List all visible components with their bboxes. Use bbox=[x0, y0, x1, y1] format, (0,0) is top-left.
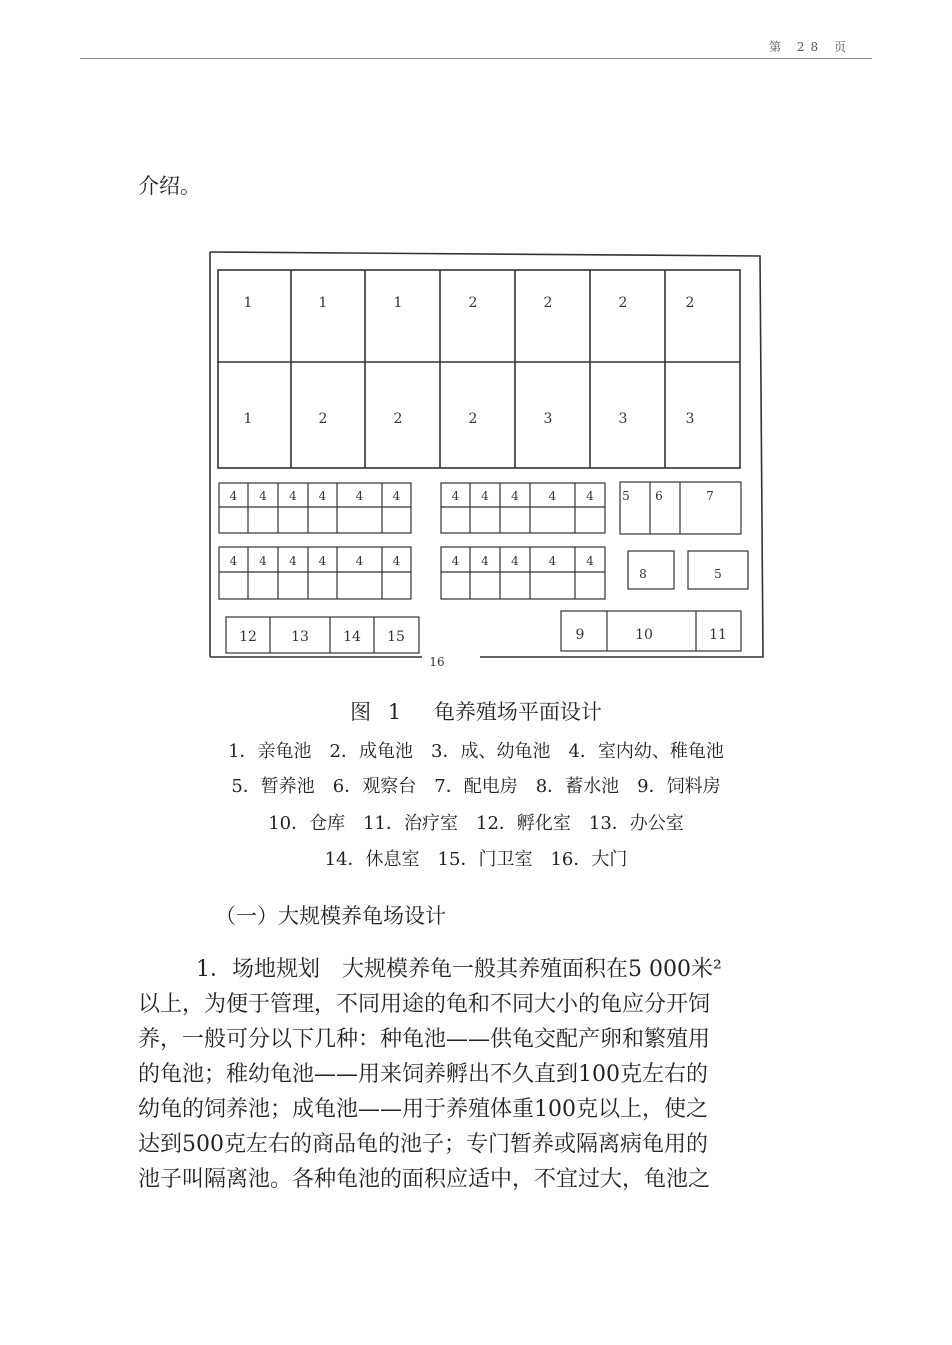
indoor-block-b-top bbox=[441, 483, 605, 533]
caption-title: 龟养殖场平面设计 bbox=[433, 700, 602, 724]
caption-number: 1 bbox=[387, 700, 402, 724]
indoor-pond-label: 4 bbox=[392, 554, 401, 568]
pond-label: 2 bbox=[393, 411, 403, 427]
pond-label: 1 bbox=[243, 411, 253, 427]
indoor-pond-label: 4 bbox=[586, 489, 594, 503]
room-label: 11 bbox=[709, 627, 727, 643]
legend-line: 14．休息室 15．门卫室 16．大门 bbox=[324, 849, 628, 870]
pond-label: 1 bbox=[393, 295, 403, 311]
room-label: 8 bbox=[639, 567, 647, 581]
indoor-pond-label: 4 bbox=[511, 554, 519, 568]
indoor-pond-label: 4 bbox=[548, 554, 557, 568]
gate-label: 16 bbox=[429, 655, 445, 669]
paragraph-line: 达到500克左右的商品龟的池子；专门暂养或隔离病龟用的 bbox=[138, 1132, 708, 1157]
room-label: 5 bbox=[622, 489, 630, 503]
pond-label: 2 bbox=[543, 295, 553, 311]
pond-label: 2 bbox=[318, 411, 328, 427]
pond-label: 2 bbox=[468, 295, 478, 311]
indoor-pond-label: 4 bbox=[259, 554, 267, 568]
paragraph-line: 以上，为便于管理，不同用途的龟和不同大小的龟应分开饲 bbox=[138, 992, 711, 1017]
indoor-pond-label: 4 bbox=[481, 554, 489, 568]
room-label: 13 bbox=[291, 629, 309, 645]
caption-prefix: 图 bbox=[350, 700, 372, 724]
indoor-pond-label: 4 bbox=[318, 554, 327, 568]
figure-caption bbox=[0, 696, 952, 726]
room-label: 10 bbox=[635, 627, 653, 643]
indoor-pond-label: 4 bbox=[392, 489, 401, 503]
pond-label: 3 bbox=[618, 411, 628, 427]
indoor-pond-label: 4 bbox=[451, 489, 460, 503]
pond-label: 1 bbox=[243, 295, 253, 311]
indoor-pond-label: 4 bbox=[289, 554, 297, 568]
legend-line: 10．仓库 11．治疗室 12．孵化室 13．办公室 bbox=[268, 813, 684, 834]
indoor-pond-label: 4 bbox=[586, 554, 594, 568]
pond-label: 3 bbox=[685, 411, 695, 427]
site-boundary bbox=[210, 252, 763, 657]
legend-line: 1．亲龟池 2．成龟池 3．成、幼龟池 4．室内幼、稚龟池 bbox=[228, 741, 724, 762]
paragraph-line: 幼龟的饲养池；成龟池——用于养殖体重100克以上，使之 bbox=[138, 1097, 708, 1122]
room-label: 12 bbox=[239, 629, 257, 645]
pond-grid bbox=[218, 270, 740, 468]
indoor-pond-label: 4 bbox=[229, 554, 238, 568]
indoor-pond-label: 4 bbox=[451, 554, 460, 568]
intro-text: 介绍。 bbox=[138, 174, 201, 198]
paragraph-line: 池子叫隔离池。各种龟池的面积应适中，不宜过大，龟池之 bbox=[138, 1167, 711, 1192]
pond-label: 2 bbox=[618, 295, 628, 311]
indoor-pond-label: 4 bbox=[548, 489, 557, 503]
indoor-pond-label: 4 bbox=[259, 489, 267, 503]
pond-label: 1 bbox=[318, 295, 328, 311]
room-label: 5 bbox=[714, 567, 722, 581]
indoor-pond-label: 4 bbox=[289, 489, 297, 503]
section-subheading: （一）大规模养龟场设计 bbox=[215, 904, 446, 928]
room-label: 6 bbox=[655, 489, 663, 503]
indoor-block-b-bottom bbox=[441, 547, 605, 599]
body-paragraph bbox=[138, 952, 818, 1197]
indoor-pond-label: 4 bbox=[481, 489, 489, 503]
paragraph-line: 的龟池；稚幼龟池——用来饲养孵出不久直到100克左右的 bbox=[138, 1062, 708, 1087]
paragraph-line: 养，一般可分以下几种：种龟池——供龟交配产卵和繁殖用 bbox=[138, 1027, 711, 1052]
room-label: 14 bbox=[343, 629, 361, 645]
indoor-pond-label: 4 bbox=[318, 489, 327, 503]
room-label: 7 bbox=[706, 489, 714, 503]
legend-line: 5．暂养池 6．观察台 7．配电房 8．蓄水池 9．饲料房 bbox=[231, 776, 721, 797]
indoor-pond-label: 4 bbox=[511, 489, 519, 503]
page-number: 第 28 页 bbox=[769, 40, 852, 54]
room-label: 9 bbox=[575, 627, 585, 643]
indoor-pond-label: 4 bbox=[229, 489, 238, 503]
paragraph-line: 1．场地规划 大规模养龟一般其养殖面积在5 000米² bbox=[196, 957, 722, 982]
pond-label: 2 bbox=[685, 295, 695, 311]
indoor-pond-label: 4 bbox=[355, 554, 364, 568]
room-label: 15 bbox=[387, 629, 405, 645]
room-8 bbox=[628, 551, 674, 589]
pond-label: 3 bbox=[543, 411, 553, 427]
indoor-pond-label: 4 bbox=[355, 489, 364, 503]
pond-label: 2 bbox=[468, 411, 478, 427]
